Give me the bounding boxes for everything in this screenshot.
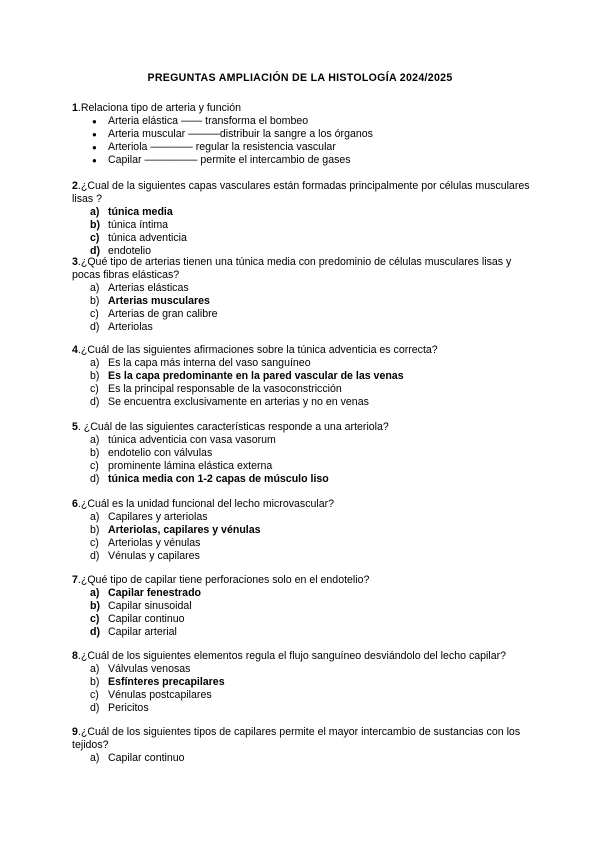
question-1 [72,102,532,167]
question-text: 4.¿Cuál de las siguientes afirmaciones sobre la túnica adventicia es correcta? [72,344,438,356]
question-text: 3.¿Qué tipo de arterias tienen una túnica media con predominio de células musculares lisas y pocas fibras elásticas? [72,256,512,281]
option-a: a) Capilares y arteriolas [90,511,208,523]
option-list [72,206,532,258]
option-b: b) túnica íntima [90,219,169,231]
option-b: b) Capilar sinusoidal [90,600,192,612]
option-list [72,357,532,409]
option-c: c) Arteriolas y vénulas [90,537,201,549]
option-list [72,434,532,486]
question-5 [72,421,532,486]
option-d: d) Vénulas y capilares [90,550,200,562]
bullet-icon: ● [92,143,97,152]
option-b: b) Arterias musculares [90,295,210,307]
bullet-icon: ● [92,117,97,126]
option-c: c) túnica adventicia [90,232,187,244]
question-6 [72,498,532,563]
option-a: a) Capilar fenestrado [90,587,202,599]
option-a: a) Es la capa más interna del vaso sanguíneo [90,357,311,369]
question-3 [72,256,532,334]
question-4 [72,344,532,409]
question-text: 6.¿Cuál es la unidad funcional del lecho microvascular? [72,498,335,510]
question-text: 1.Relaciona tipo de arteria y función [72,102,242,114]
option-d: d) Se encuentra exclusivamente en arterias y no en venas [90,396,369,408]
option-c: c) Arterias de gran calibre [90,308,218,320]
document-title: PREGUNTAS AMPLIACIÓN DE LA HISTOLOGÍA 2024/2025 [147,72,453,84]
list-item: ● Arteria muscular ———distribuir la sangre a los órganos [92,128,373,140]
option-list [72,282,532,334]
option-c: c) Capilar continuo [90,613,185,625]
bullet-icon: ● [92,156,97,165]
option-c: c) prominente lámina elástica externa [90,460,273,472]
question-text: 2.¿Cual de la siguientes capas vasculares están formadas principalmente por células musculares lisas ? [72,180,530,205]
option-list [72,752,532,765]
question-7 [72,574,532,639]
option-d: d) Pericitos [90,702,149,714]
question-text: 5. ¿Cuál de las siguientes características responde a una arteriola? [72,421,389,433]
option-b: b) Es la capa predominante en la pared vascular de las venas [90,370,404,382]
question-text: 9.¿Cuál de los siguientes tipos de capilares permite el mayor intercambio de sustancias con los tejidos? [72,726,521,751]
bullet-icon: ● [92,130,97,139]
item-list [72,115,532,167]
option-c: c) Es la principal responsable de la vasoconstricción [90,383,342,395]
option-a: a) Válvulas venosas [90,663,191,675]
option-c: c) Vénulas postcapilares [90,689,212,701]
question-2 [72,180,532,258]
option-b: b) endotelio con válvulas [90,447,213,459]
option-list [72,663,532,715]
option-a: a) Capilar continuo [90,752,185,764]
option-d: d) túnica media con 1-2 capas de músculo liso [90,473,329,485]
option-b: b) Arteriolas, capilares y vénulas [90,524,261,536]
option-a: a) túnica media [90,206,173,218]
list-item: ● Arteria elástica —— transforma el bombeo [92,115,309,127]
list-item: ● Capilar ————— permite el intercambio de gases [92,154,351,166]
option-d: d) Arteriolas [90,321,153,333]
option-a: a) túnica adventicia con vasa vasorum [90,434,276,446]
option-b: b) Esfínteres precapilares [90,676,225,688]
question-text: 8.¿Cuál de los siguientes elementos regula el flujo sanguíneo desviándolo del lecho capilar? [72,650,507,662]
option-list [72,511,532,563]
question-8 [72,650,532,715]
question-text: 7.¿Qué tipo de capilar tiene perforaciones solo en el endotelio? [72,574,370,586]
option-d: d) endotelio [90,245,152,257]
list-item: ● Arteriola ———— regular la resistencia vascular [92,141,336,153]
question-9 [72,726,532,765]
option-a: a) Arterias elásticas [90,282,189,294]
option-d: d) Capilar arterial [90,626,177,638]
option-list [72,587,532,639]
